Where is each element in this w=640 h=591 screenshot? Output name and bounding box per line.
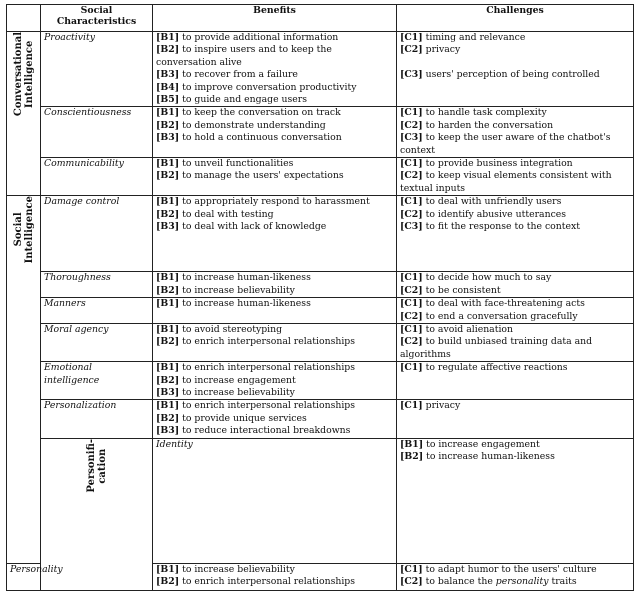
list-item bbox=[400, 576, 630, 588]
list-item bbox=[156, 564, 393, 576]
list-item bbox=[400, 362, 630, 374]
item-text: to deal with face-threatening acts bbox=[425, 298, 585, 310]
category-social bbox=[7, 196, 41, 563]
item-code: [B2] bbox=[156, 208, 180, 220]
benefits-cell bbox=[153, 196, 397, 272]
benefits-cell bbox=[153, 323, 397, 361]
social-characteristics-table bbox=[6, 4, 634, 591]
challenges-cell bbox=[397, 196, 634, 272]
item-text: to balance the personality traits bbox=[425, 576, 577, 588]
item-text: to guide and engage users bbox=[182, 94, 308, 106]
item-text: to increase human-likeness bbox=[182, 298, 311, 310]
table-row bbox=[7, 272, 634, 298]
item-code: [B2] bbox=[156, 576, 180, 588]
item-text: to increase human-likeness bbox=[182, 272, 311, 284]
list-item bbox=[156, 362, 393, 374]
item-code: [C3] bbox=[400, 132, 423, 144]
item-code: [B2] bbox=[400, 450, 424, 462]
item-code: [C1] bbox=[400, 563, 423, 575]
item-text: to increase believability bbox=[182, 386, 295, 398]
table-row bbox=[7, 196, 634, 272]
characteristic-label: Personalization bbox=[44, 400, 117, 412]
item-text: to increase engagement bbox=[182, 374, 296, 386]
item-code: [B3] bbox=[156, 132, 180, 144]
list-item bbox=[400, 311, 630, 323]
item-text: to deal with testing bbox=[182, 208, 274, 220]
item-code: [B3] bbox=[156, 386, 180, 398]
item-code: [B3] bbox=[156, 425, 180, 437]
item-text: to enrich interpersonal relationships bbox=[182, 576, 356, 588]
list-item bbox=[156, 425, 393, 437]
characteristic-name bbox=[41, 362, 153, 400]
item-code: [C2] bbox=[400, 119, 423, 131]
challenges-cell bbox=[397, 298, 634, 324]
list-item bbox=[156, 400, 393, 412]
item-text: to increase believability bbox=[182, 284, 295, 296]
item-text: to inspire users and to keep the conversation alive bbox=[156, 44, 332, 68]
list-item bbox=[156, 221, 393, 233]
list-item bbox=[400, 324, 630, 336]
header-social-characteristics: Social Characteristics bbox=[41, 5, 153, 32]
benefits-cell bbox=[153, 563, 397, 590]
benefits-cell bbox=[153, 400, 397, 438]
item-text: to keep visual elements consistent with textual inputs bbox=[400, 170, 612, 194]
item-text: to deal with unfriendly users bbox=[425, 196, 562, 208]
list-item bbox=[156, 298, 393, 310]
item-text: to be consistent bbox=[425, 284, 501, 296]
list-item bbox=[400, 221, 630, 233]
item-text: to deal with lack of knowledge bbox=[182, 221, 327, 233]
header-challenges: Challenges bbox=[397, 5, 634, 32]
benefits-cell bbox=[153, 362, 397, 400]
list-item bbox=[156, 170, 393, 182]
list-item bbox=[156, 285, 393, 297]
item-code: [C1] bbox=[400, 196, 423, 208]
challenges-cell bbox=[397, 32, 634, 107]
list-item bbox=[156, 375, 393, 387]
list-item bbox=[156, 576, 393, 588]
item-text: to decide how much to say bbox=[425, 272, 552, 284]
list-item bbox=[156, 413, 393, 425]
item-text: users' perception of being controlled bbox=[425, 69, 600, 81]
table-row bbox=[7, 158, 634, 196]
characteristic-label: Communicability bbox=[44, 158, 124, 170]
item-text: to recover from a failure bbox=[182, 69, 298, 81]
item-code: [B1] bbox=[156, 158, 180, 170]
characteristic-label: Moral agency bbox=[44, 323, 109, 335]
list-item bbox=[156, 120, 393, 132]
list-item bbox=[156, 44, 393, 69]
characteristic-name bbox=[41, 107, 153, 158]
item-code: [B1] bbox=[156, 272, 180, 284]
list-item bbox=[156, 336, 393, 348]
characteristic-name bbox=[41, 158, 153, 196]
item-code: [B2] bbox=[156, 44, 180, 56]
item-code: [C1] bbox=[400, 298, 423, 310]
item-code: [C3] bbox=[400, 69, 423, 81]
item-code: [B1] bbox=[156, 563, 180, 575]
characteristic-name bbox=[41, 323, 153, 361]
challenges-cell bbox=[397, 272, 634, 298]
list-item bbox=[400, 32, 630, 44]
list-item bbox=[156, 272, 393, 284]
category-conversational bbox=[7, 32, 41, 196]
challenges-cell bbox=[397, 563, 634, 590]
item-text: to avoid stereotyping bbox=[182, 323, 283, 335]
characteristic-name bbox=[41, 196, 153, 272]
list-item bbox=[156, 387, 393, 399]
challenges-cell bbox=[397, 158, 634, 196]
characteristic-label: Conscientiousness bbox=[44, 107, 132, 119]
list-item bbox=[400, 107, 630, 119]
item-text: to reduce interactional breakdowns bbox=[182, 425, 351, 437]
item-text: to increase engagement bbox=[426, 438, 540, 450]
list-item bbox=[156, 69, 393, 81]
item-code: [C2] bbox=[400, 284, 423, 296]
list-item bbox=[400, 44, 630, 56]
item-text: to hold a continuous conversation bbox=[182, 132, 342, 144]
list-item bbox=[400, 298, 630, 310]
list-item bbox=[156, 32, 393, 44]
item-text: privacy bbox=[425, 400, 461, 412]
item-code: [C2] bbox=[400, 310, 423, 322]
challenges-cell bbox=[397, 362, 634, 400]
item-code: [C3] bbox=[400, 221, 423, 233]
list-item bbox=[400, 400, 630, 412]
item-text: privacy bbox=[425, 44, 461, 56]
characteristic-label: Proactivity bbox=[44, 32, 95, 43]
item-text: timing and relevance bbox=[425, 32, 526, 43]
item-text: to demonstrate understanding bbox=[182, 119, 326, 131]
list-item bbox=[400, 170, 630, 195]
item-text: to identify abusive utterances bbox=[425, 208, 567, 220]
list-item bbox=[400, 439, 630, 451]
list-item bbox=[400, 209, 630, 221]
category-label: Conversational Intelligence bbox=[12, 32, 35, 117]
characteristic-name bbox=[41, 298, 153, 324]
challenges-cell bbox=[397, 400, 634, 438]
characteristic-name bbox=[41, 400, 153, 438]
item-text: to handle task complexity bbox=[425, 107, 547, 119]
item-code: [B4] bbox=[156, 81, 180, 93]
list-item bbox=[400, 285, 630, 297]
item-text: to provide business integration bbox=[425, 158, 573, 170]
item-code: [C2] bbox=[400, 170, 423, 182]
characteristic-name bbox=[7, 563, 63, 590]
item-text: to fit the response to the context bbox=[425, 221, 580, 233]
benefits-cell bbox=[153, 298, 397, 324]
item-code: [C1] bbox=[400, 32, 423, 43]
list-item bbox=[156, 196, 393, 208]
table-row bbox=[7, 362, 634, 400]
item-code: [B5] bbox=[156, 94, 180, 106]
item-code: [C2] bbox=[400, 44, 423, 56]
item-code: [C1] bbox=[400, 158, 423, 170]
item-text: to provide additional information bbox=[182, 32, 339, 43]
item-code: [B2] bbox=[156, 284, 180, 296]
item-text: to unveil functionalities bbox=[182, 158, 294, 170]
table-row bbox=[7, 400, 634, 438]
item-code: [B1] bbox=[156, 362, 180, 374]
item-code: [B2] bbox=[156, 119, 180, 131]
item-code: [B1] bbox=[156, 32, 180, 43]
list-item bbox=[400, 69, 630, 81]
category-label: Social Intelligence bbox=[12, 196, 35, 264]
table-row bbox=[7, 323, 634, 361]
list-item bbox=[156, 324, 393, 336]
characteristic-label: Identity bbox=[156, 438, 193, 450]
spacer bbox=[400, 57, 630, 69]
list-item bbox=[156, 94, 393, 106]
benefits-cell bbox=[153, 158, 397, 196]
item-code: [C1] bbox=[400, 400, 423, 412]
list-item bbox=[400, 158, 630, 170]
item-text: to improve conversation productivity bbox=[182, 81, 357, 93]
item-code: [B2] bbox=[156, 412, 180, 424]
item-code: [B1] bbox=[156, 323, 180, 335]
item-code: [B1] bbox=[156, 107, 180, 119]
category-label: Personifi- cation bbox=[85, 438, 108, 493]
list-item bbox=[400, 120, 630, 132]
item-code: [C2] bbox=[400, 576, 423, 588]
list-item bbox=[156, 132, 393, 144]
characteristic-label: Personality bbox=[10, 563, 63, 575]
characteristic-label: Emotional intelligence bbox=[44, 362, 100, 386]
characteristic-name bbox=[41, 32, 153, 107]
characteristic-name bbox=[41, 272, 153, 298]
list-item bbox=[156, 107, 393, 119]
item-text: to harden the conversation bbox=[425, 119, 554, 131]
item-code: [B3] bbox=[156, 69, 180, 81]
item-code: [C2] bbox=[400, 208, 423, 220]
list-item bbox=[156, 158, 393, 170]
item-text: to keep the conversation on track bbox=[182, 107, 341, 119]
item-code: [C1] bbox=[400, 362, 423, 374]
item-text: to increase believability bbox=[182, 563, 295, 575]
item-text: to enrich interpersonal relationships bbox=[182, 362, 356, 374]
list-item bbox=[400, 132, 630, 157]
benefits-cell bbox=[153, 32, 397, 107]
item-text: to appropriately respond to harassment bbox=[182, 196, 370, 208]
item-text: to avoid alienation bbox=[425, 323, 514, 335]
item-code: [B2] bbox=[156, 336, 180, 348]
item-text: to build unbiased training data and algorithms bbox=[400, 336, 593, 360]
item-text: to provide unique services bbox=[182, 412, 307, 424]
list-item bbox=[400, 564, 630, 576]
item-code: [B2] bbox=[156, 170, 180, 182]
table-row bbox=[7, 107, 634, 158]
benefits-cell bbox=[153, 272, 397, 298]
benefits-cell bbox=[397, 438, 634, 563]
item-text: to regulate affective reactions bbox=[425, 362, 568, 374]
table-row bbox=[7, 32, 634, 107]
challenges-cell bbox=[397, 323, 634, 361]
header-category-cell bbox=[7, 5, 41, 32]
item-code: [C2] bbox=[400, 336, 423, 348]
table-row bbox=[7, 298, 634, 324]
header-benefits: Benefits bbox=[153, 5, 397, 32]
list-item bbox=[400, 272, 630, 284]
list-item bbox=[400, 451, 630, 463]
item-code: [B1] bbox=[156, 400, 180, 412]
characteristic-label: Manners bbox=[44, 298, 86, 310]
item-code: [B1] bbox=[156, 298, 180, 310]
list-item bbox=[400, 196, 630, 208]
item-text: to adapt humor to the users' culture bbox=[425, 563, 597, 575]
list-item bbox=[400, 336, 630, 361]
item-code: [C1] bbox=[400, 323, 423, 335]
item-text: to increase human-likeness bbox=[426, 450, 555, 462]
item-code: [C1] bbox=[400, 272, 423, 284]
item-text: to enrich interpersonal relationships bbox=[182, 400, 356, 412]
characteristic-name bbox=[153, 438, 397, 563]
item-text: to end a conversation gracefully bbox=[425, 310, 578, 322]
characteristic-label: Damage control bbox=[44, 196, 120, 208]
item-code: [B1] bbox=[156, 196, 180, 208]
item-text: to manage the users' expectations bbox=[182, 170, 344, 182]
challenges-cell bbox=[397, 107, 634, 158]
list-item bbox=[156, 82, 393, 94]
benefits-cell bbox=[153, 107, 397, 158]
table-row bbox=[7, 438, 634, 563]
item-code: [C1] bbox=[400, 107, 423, 119]
item-code: [B1] bbox=[400, 438, 424, 450]
table-header-row bbox=[7, 5, 634, 32]
characteristic-label: Thoroughness bbox=[44, 272, 111, 284]
item-code: [B2] bbox=[156, 374, 180, 386]
list-item bbox=[156, 209, 393, 221]
item-text: to enrich interpersonal relationships bbox=[182, 336, 356, 348]
item-text: to keep the user aware of the chatbot's context bbox=[400, 132, 611, 156]
item-code: [B3] bbox=[156, 221, 180, 233]
